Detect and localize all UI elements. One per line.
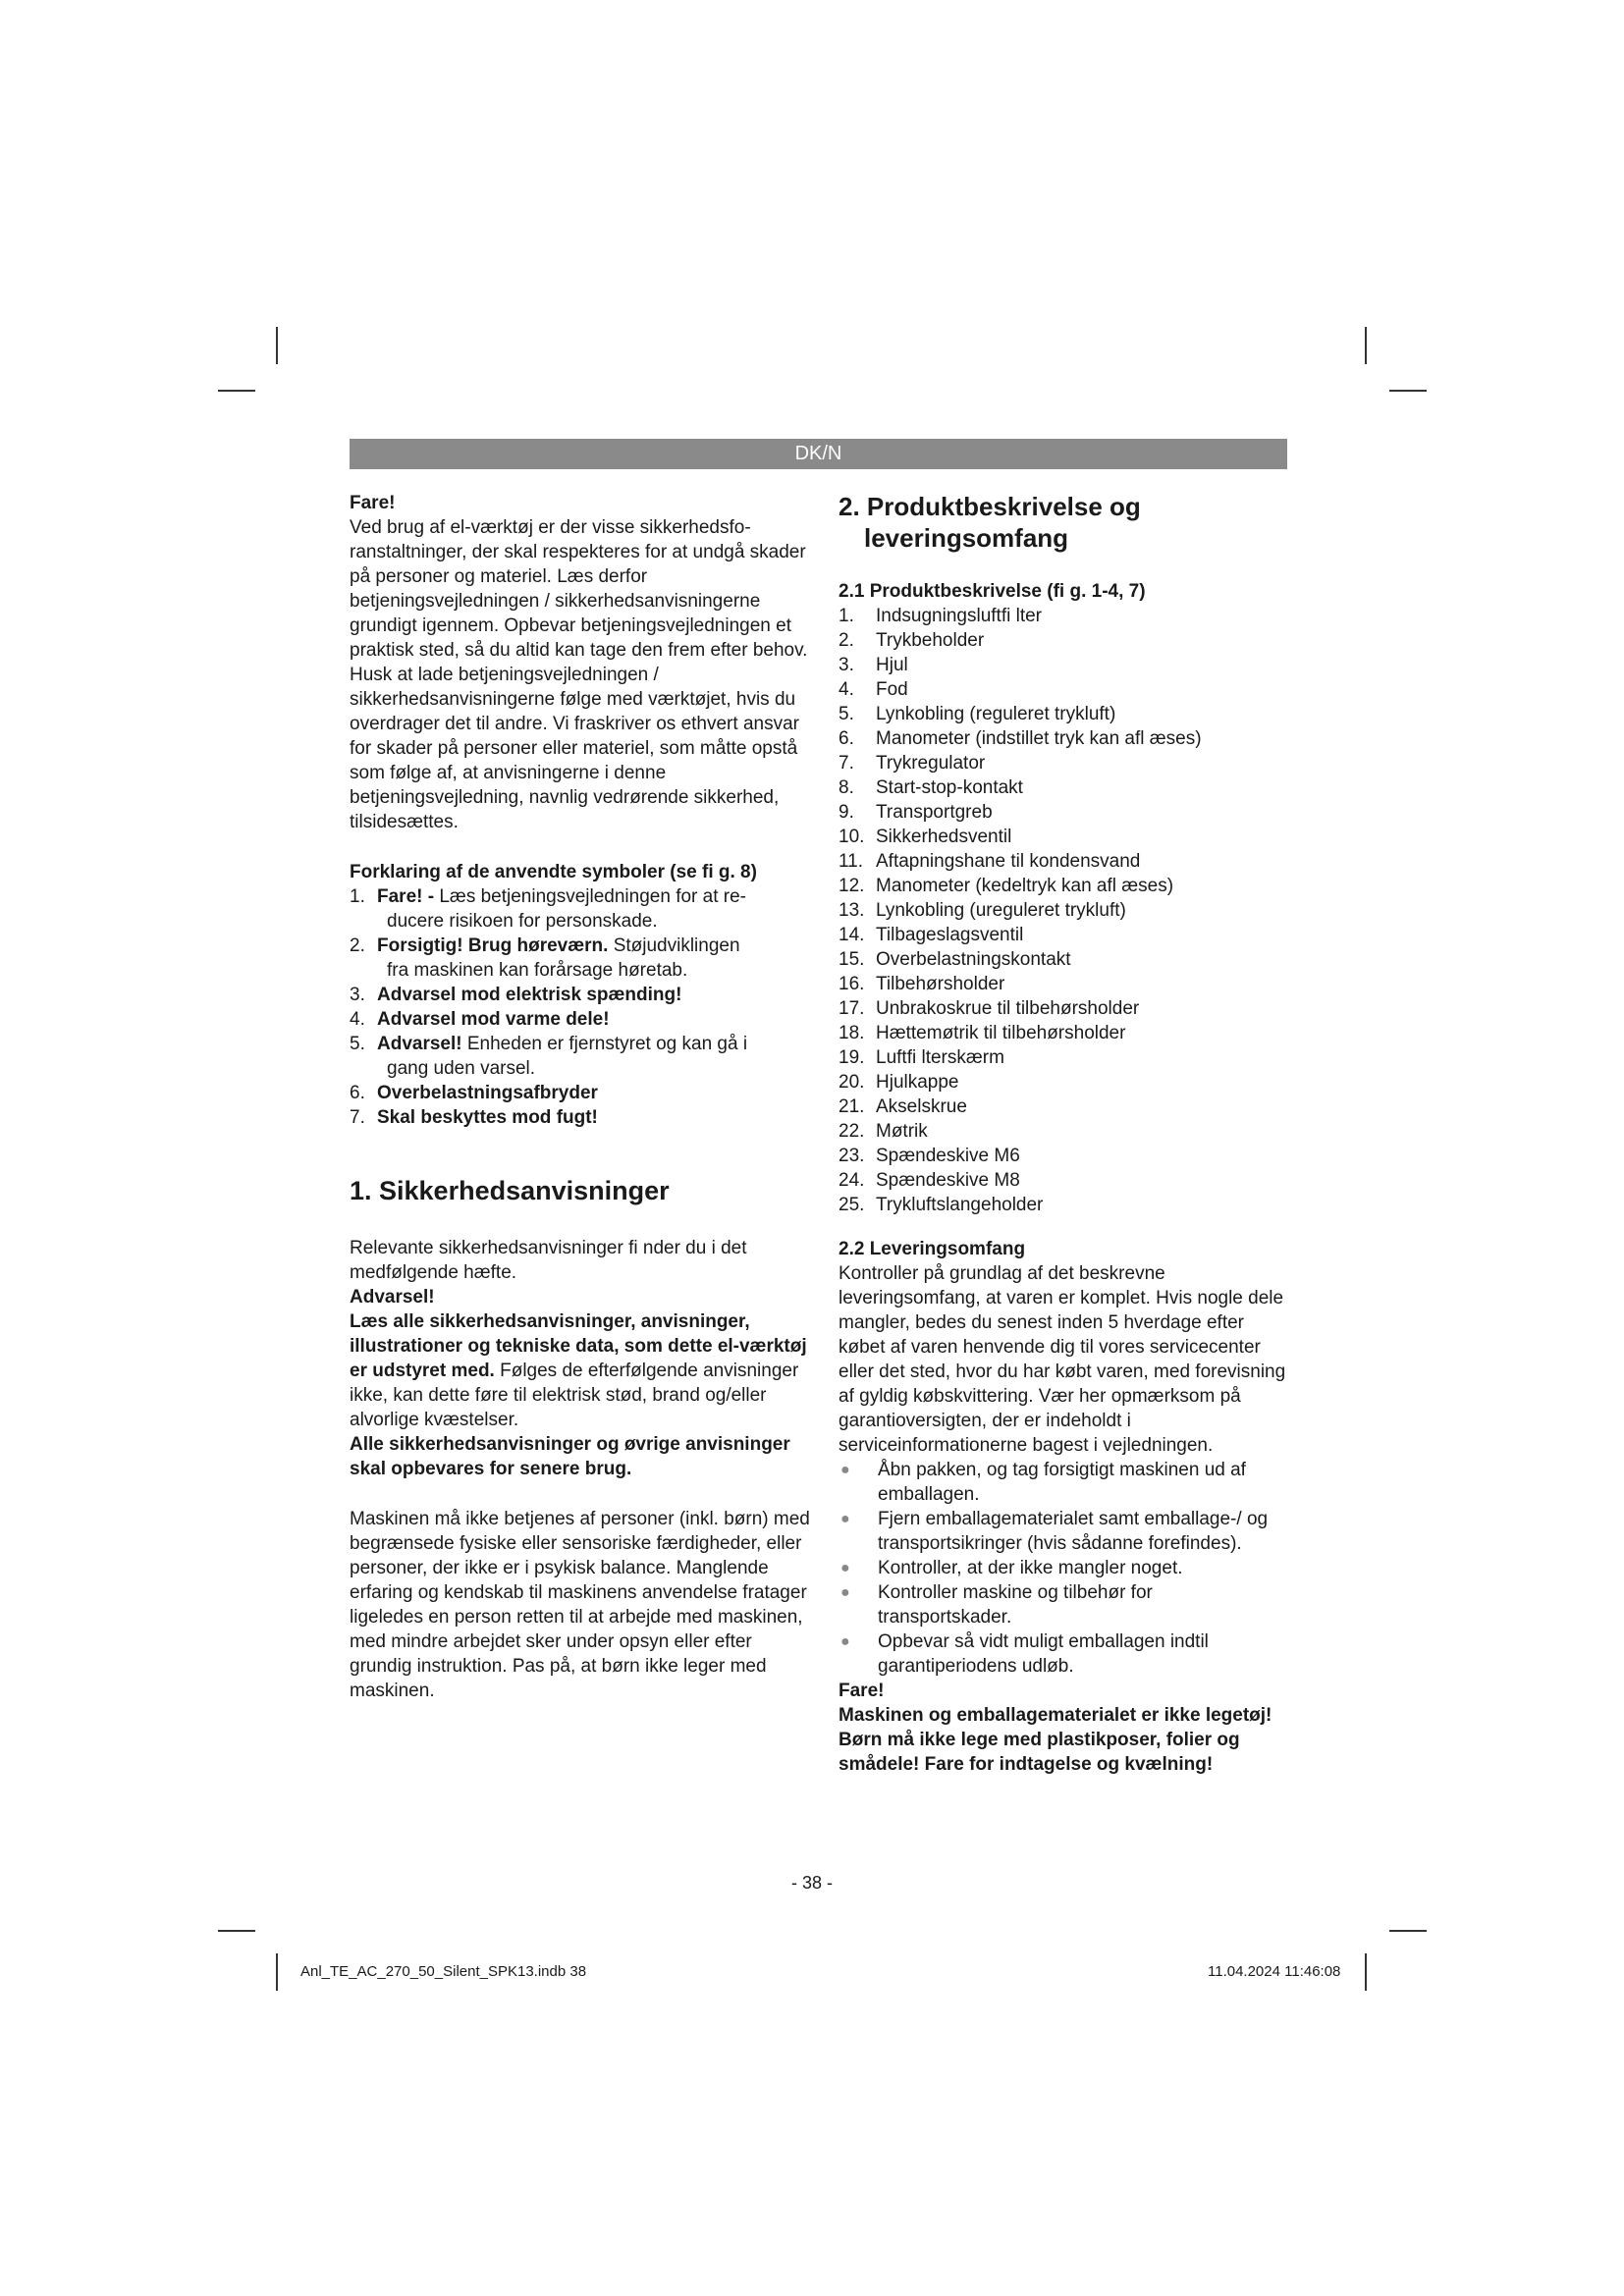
product-parts-list xyxy=(839,604,1290,1217)
product-part-number: 2. xyxy=(839,630,854,651)
product-part-number: 15. xyxy=(839,949,865,970)
bullet-icon: ● xyxy=(840,1584,850,1601)
product-part-number: 19. xyxy=(839,1047,865,1068)
product-part-number: 16. xyxy=(839,974,865,994)
danger-heading-right: Fare! xyxy=(839,1681,885,1701)
checklist-item xyxy=(839,1556,1290,1580)
footer-timestamp: 11.04.2024 11:46:08 xyxy=(1208,1963,1341,1980)
delivery-paragraph: Kontroller på grundlag af det beskrevne leveringsomfang, at varen er komplet. Hvis nogle dele mangler, bedes du senest inden 5 hverdage efter købet af varen henvende dig til vores servicecenter eller det sted, hvor du har købt varen, med forevisning af gyldig købskvittering. Vær her opmærksom på garantioversigten, der er indeholdt i serviceinformationerne bagest i vejledningen. xyxy=(839,1263,1286,1456)
product-part-label: Sikkerhedsventil xyxy=(876,827,1012,847)
product-part-item xyxy=(839,751,1290,775)
section-1-title: 1. Sikkerhedsanvisninger xyxy=(350,1176,670,1205)
product-part-number: 25. xyxy=(839,1195,865,1215)
product-part-label: Tilbageslagsventil xyxy=(876,925,1024,945)
product-part-label: Trykbeholder xyxy=(876,630,985,651)
product-part-label: Unbrakoskrue til tilbehørsholder xyxy=(876,998,1140,1019)
checklist-text: Opbevar så vidt muligt emballagen indtil garantiperiodens udløb. xyxy=(878,1631,1209,1677)
symbols-heading: Forklaring af de anvendte symboler (se fi g. 8) xyxy=(350,862,757,882)
bullet-icon: ● xyxy=(840,1560,850,1576)
symbol-bold: Advarsel mod elektrisk spænding! xyxy=(377,985,682,1005)
checklist-text: Kontroller maskine og tilbehør for transportskader. xyxy=(878,1582,1153,1628)
symbol-desc: Støjudviklingen xyxy=(613,935,740,956)
symbol-number: 6. xyxy=(350,1083,365,1103)
crop-mark xyxy=(1365,1953,1367,1991)
product-part-number: 9. xyxy=(839,802,854,823)
product-part-label: Manometer (indstillet tryk kan afl æses) xyxy=(876,728,1202,749)
footer-file: Anl_TE_AC_270_50_Silent_SPK13.indb 38 xyxy=(300,1963,587,1980)
checklist-item xyxy=(839,1458,1290,1507)
symbol-item xyxy=(350,884,811,934)
product-part-number: 3. xyxy=(839,655,854,675)
product-part-item xyxy=(839,677,1290,702)
bullet-icon: ● xyxy=(840,1633,850,1650)
right-column xyxy=(839,491,1290,1777)
product-part-item xyxy=(839,1168,1290,1193)
checklist-text: Kontroller, at der ikke mangler noget. xyxy=(878,1558,1183,1578)
danger-paragraph: Ved brug af el-værktøj er der visse sikkerhedsforanstaltninger, der skal respekteres for at undgå skader på personer og materiel. Læs derfor betjeningsvejledningen / sikkerhedsanvisningerne grundigt igennem. Opbevar betjeningsvejledningen et praktisk sted, så du altid kan tage den frem efter behov. Husk at lade betjeningsvejledningen / sikkerhedsanvisningerne følge med værktøjet, hvis du overdrager det til andre. Vi fraskriver os ethvert ansvar for skader på personer eller materiel, som måtte opstå som følge af, at anvisningerne i denne betjeningsvejledning, navnlig vedrørende sikkerhed, tilsidesættes. xyxy=(350,517,808,832)
product-part-number: 18. xyxy=(839,1023,865,1043)
product-part-label: Luftfi lterskærm xyxy=(876,1047,1004,1068)
product-part-label: Trykregulator xyxy=(876,753,986,774)
danger-heading: Fare! xyxy=(350,493,396,513)
crop-mark xyxy=(1365,327,1367,364)
product-part-item xyxy=(839,1070,1290,1095)
product-part-item xyxy=(839,996,1290,1021)
product-part-label: Spændeskive M8 xyxy=(876,1170,1020,1191)
product-part-label: Start-stop-kontakt xyxy=(876,777,1023,798)
crop-mark xyxy=(276,327,278,364)
children-paragraph: Maskinen må ikke betjenes af personer (inkl. børn) med begrænsede fysiske eller sensoriske færdigheder, eller personer, der ikke er i psykisk balance. Manglende erfaring og kendskab til maskinens anvendelse fratager ligeledes en person retten til at arbejde med maskinen, med mindre arbejdet sker under opsyn eller efter grundig instruktion. Pas på, at børn ikke leger med maskinen. xyxy=(350,1509,810,1701)
language-header-bar: DK/N xyxy=(350,439,1287,469)
product-part-label: Akselskrue xyxy=(876,1096,967,1117)
product-part-item xyxy=(839,653,1290,677)
crop-mark xyxy=(276,1953,278,1991)
symbol-text xyxy=(377,1007,811,1032)
symbol-item xyxy=(350,983,811,1007)
symbol-bold: Fare! - xyxy=(377,886,440,907)
product-part-number: 8. xyxy=(839,777,854,798)
symbol-bold: Overbelastningsafbryder xyxy=(377,1083,598,1103)
product-part-label: Hjul xyxy=(876,655,908,675)
product-part-label: Tilbehørsholder xyxy=(876,974,1005,994)
product-part-number: 12. xyxy=(839,876,865,896)
product-part-number: 5. xyxy=(839,704,854,724)
symbol-number: 3. xyxy=(350,985,365,1005)
product-part-label: Hættemøtrik til tilbehørsholder xyxy=(876,1023,1126,1043)
symbol-desc-cont: fra maskinen kan forårsage høretab. xyxy=(387,960,688,981)
symbol-text xyxy=(377,1032,811,1081)
warning-text: Følges de efterfølgende anvisninger ikke, kan dette føre til elektrisk stød, brand og/eller alvorlige kvæstelser. xyxy=(350,1361,799,1430)
product-part-item xyxy=(839,800,1290,825)
symbol-item xyxy=(350,1105,811,1130)
checklist-text: Åbn pakken, og tag forsigtigt maskinen ud af emballagen. xyxy=(878,1460,1246,1505)
symbol-number: 2. xyxy=(350,935,365,956)
warning-bold: Læs alle sikkerhedsanvisninger, anvisninger, illustrationer og tekniske data, som dette el-værktøj er udstyret med. xyxy=(350,1311,807,1381)
crop-mark xyxy=(218,1930,255,1932)
warning-paragraph xyxy=(350,1309,811,1432)
subsection-2-1-title: 2.1 Produktbeskrivelse (fi g. 1-4, 7) xyxy=(839,581,1146,602)
danger-bold-right: Maskinen og emballagematerialet er ikke legetøj! Børn må ikke lege med plastikposer, folier og smådele! Fare for indtagelse og kvælning! xyxy=(839,1705,1272,1775)
symbol-text xyxy=(377,884,811,934)
subsection-2-2-title: 2.2 Leveringsomfang xyxy=(839,1239,1026,1259)
section-2-title: 2. Produktbeskrivelse og xyxy=(839,492,1141,521)
product-part-number: 1. xyxy=(839,606,854,626)
symbol-desc: Enheden er fjernstyret og kan gå i xyxy=(466,1034,748,1054)
product-part-number: 10. xyxy=(839,827,865,847)
product-part-label: Manometer (kedeltryk kan afl æses) xyxy=(876,876,1174,896)
product-part-item xyxy=(839,947,1290,972)
product-part-number: 4. xyxy=(839,679,854,700)
symbol-bold: Advarsel mod varme dele! xyxy=(377,1009,610,1030)
symbol-text xyxy=(377,1081,811,1105)
warning-label: Advarsel! xyxy=(350,1287,435,1308)
checklist-item xyxy=(839,1507,1290,1556)
symbol-item xyxy=(350,1081,811,1105)
product-part-label: Møtrik xyxy=(876,1121,928,1142)
symbol-item xyxy=(350,1032,811,1081)
product-part-number: 14. xyxy=(839,925,865,945)
product-part-label: Aftapningshane til kondensvand xyxy=(876,851,1141,872)
product-part-label: Trykluftslangeholder xyxy=(876,1195,1044,1215)
product-part-item xyxy=(839,1095,1290,1119)
section-2-title-line2: leveringsomfang xyxy=(864,523,1069,553)
product-part-number: 13. xyxy=(839,900,865,921)
symbol-desc: Læs betjeningsvejledningen for at re- xyxy=(439,886,746,907)
product-part-number: 20. xyxy=(839,1072,865,1093)
product-part-item xyxy=(839,726,1290,751)
symbol-desc-cont: gang uden varsel. xyxy=(387,1058,536,1079)
product-part-item xyxy=(839,825,1290,849)
checklist-text: Fjern emballagematerialet samt emballage-/ og transportsikringer (hvis sådanne forefindes). xyxy=(878,1509,1269,1554)
bullet-icon: ● xyxy=(840,1511,850,1527)
product-part-number: 23. xyxy=(839,1146,865,1166)
symbol-text xyxy=(377,934,811,983)
page-number: - 38 - xyxy=(790,1873,833,1893)
product-part-label: Fod xyxy=(876,679,908,700)
product-part-label: Lynkobling (ureguleret trykluft) xyxy=(876,900,1126,921)
product-part-item xyxy=(839,1045,1290,1070)
symbol-number: 4. xyxy=(350,1009,365,1030)
crop-mark xyxy=(1389,390,1427,392)
crop-mark xyxy=(218,390,255,392)
symbol-bold: Skal beskyttes mod fugt! xyxy=(377,1107,598,1128)
product-part-label: Transportgreb xyxy=(876,802,993,823)
product-part-number: 11. xyxy=(839,851,864,872)
symbol-number: 7. xyxy=(350,1107,365,1128)
product-part-label: Indsugningsluftfi lter xyxy=(876,606,1042,626)
product-part-label: Overbelastningskontakt xyxy=(876,949,1071,970)
product-part-item xyxy=(839,1021,1290,1045)
product-part-item xyxy=(839,972,1290,996)
symbol-item xyxy=(350,934,811,983)
section-1-intro: Relevante sikkerhedsanvisninger fi nder du i det medfølgende hæfte. xyxy=(350,1238,747,1283)
checklist-item xyxy=(839,1580,1290,1629)
product-part-number: 17. xyxy=(839,998,865,1019)
keep-instructions: Alle sikkerhedsanvisninger og øvrige anvisninger skal opbevares for senere brug. xyxy=(350,1434,790,1479)
product-part-item xyxy=(839,923,1290,947)
symbol-item xyxy=(350,1007,811,1032)
product-part-item xyxy=(839,775,1290,800)
symbol-number: 1. xyxy=(350,886,365,907)
product-part-item xyxy=(839,874,1290,898)
symbol-bold: Advarsel! xyxy=(377,1034,467,1054)
product-part-item xyxy=(839,1144,1290,1168)
symbol-text xyxy=(377,983,811,1007)
left-column xyxy=(350,491,811,1703)
product-part-label: Hjulkappe xyxy=(876,1072,959,1093)
product-part-number: 21. xyxy=(839,1096,865,1117)
product-part-label: Lynkobling (reguleret trykluft) xyxy=(876,704,1116,724)
product-part-item xyxy=(839,898,1290,923)
crop-mark xyxy=(1389,1930,1427,1932)
symbol-text xyxy=(377,1105,811,1130)
product-part-item xyxy=(839,1119,1290,1144)
delivery-checklist xyxy=(839,1458,1290,1679)
symbol-bold: Forsigtig! Brug høreværn. xyxy=(377,935,614,956)
symbols-list xyxy=(350,884,811,1130)
product-part-item xyxy=(839,1193,1290,1217)
product-part-item xyxy=(839,849,1290,874)
symbol-desc-cont: ducere risikoen for personskade. xyxy=(387,911,658,932)
product-part-item xyxy=(839,702,1290,726)
product-part-number: 24. xyxy=(839,1170,865,1191)
checklist-item xyxy=(839,1629,1290,1679)
product-part-item xyxy=(839,604,1290,628)
product-part-number: 7. xyxy=(839,753,854,774)
symbol-number: 5. xyxy=(350,1034,365,1054)
bullet-icon: ● xyxy=(840,1462,850,1478)
product-part-number: 22. xyxy=(839,1121,865,1142)
product-part-item xyxy=(839,628,1290,653)
product-part-label: Spændeskive M6 xyxy=(876,1146,1020,1166)
product-part-number: 6. xyxy=(839,728,854,749)
